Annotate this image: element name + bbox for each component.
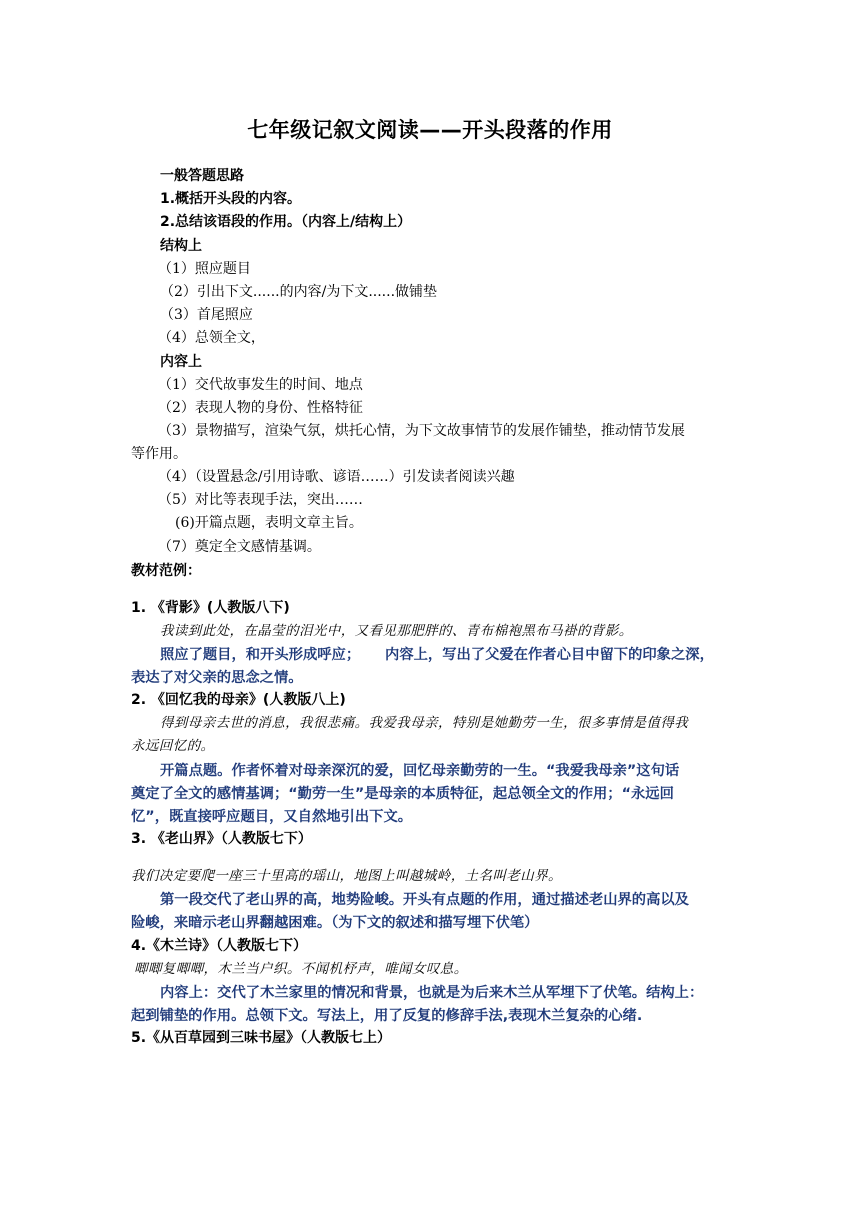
method-heading: 一般答题思路: [160, 168, 244, 184]
example-analysis: 险峻，来暗示老山界翻越困难。（为下文的叙述和描写埋下伏笔）: [131, 915, 539, 931]
examples-heading: 教材范例：: [131, 563, 201, 579]
example-analysis: 第一段交代了老山界的高，地势险峻。开头有点题的作用，通过描述老山界的高以及: [160, 892, 689, 908]
page-title: 七年级记叙文阅读——开头段落的作用: [247, 118, 613, 142]
example-analysis: 奠定了全文的感情基调；“勤劳一生”是母亲的本质特征，起总领全文的作用；“永远回: [131, 786, 674, 802]
method-step-2: 2.总结该语段的作用。（内容上/结构上）: [160, 214, 412, 230]
content-item: （2）表现人物的身份、性格特征: [158, 400, 363, 416]
content-item: （3）景物描写，渲染气氛，烘托心情，为下文故事情节的发展作铺垫，推动情节发展: [158, 423, 685, 439]
example-analysis: 起到铺垫的作用。总领下文。写法上，用了反复的修辞手法,表现木兰复杂的心绪.: [131, 1008, 643, 1024]
content-item: （5）对比等表现手法，突出……: [158, 492, 363, 508]
example-quote: 我们决定要爬一座三十里高的瑶山，地图上叫越城岭，土名叫老山界。: [131, 868, 562, 884]
example-heading: 1. 《背影》(人教版八下): [131, 600, 290, 616]
structure-item: （2）引出下文......的内容/为下文......做铺垫: [160, 284, 438, 300]
content-heading: 内容上: [160, 354, 202, 370]
example-analysis: 表达了对父亲的思念之情。: [131, 670, 303, 686]
content-item: (6)开篇点题，表明文章主旨。: [175, 515, 363, 531]
example-quote: 得到母亲去世的消息，我很悲痛。我爱我母亲，特别是她勤劳一生，很多事情是值得我: [160, 715, 689, 731]
example-heading: 3. 《老山界》（人教版七下）: [131, 831, 312, 847]
example-heading: 5.《从百草园到三味书屋》（人教版七上）: [131, 1030, 392, 1046]
example-analysis: 开篇点题。作者怀着对母亲深沉的爱，回忆母亲勤劳的一生。“我爱我母亲”这句话: [160, 763, 680, 779]
structure-item: （4）总领全文，: [158, 330, 265, 346]
content-item-continuation: 等作用。: [131, 446, 187, 462]
content-item: （4）（设置悬念/引用诗歌、谚语……）引发读者阅读兴趣: [158, 469, 515, 485]
example-analysis: 照应了题目，和开头形成呼应； 内容上，写出了父爱在作者心目中留下的印象之深，: [160, 647, 714, 663]
content-item: （7）奠定全文感情基调。: [158, 539, 321, 555]
structure-item: （1）照应题目: [158, 261, 251, 277]
example-quote: 我读到此处，在晶莹的泪光中，又看见那肥胖的、青布棉袍黑布马褂的背影。: [160, 623, 633, 639]
example-quote: 永远回忆的。: [131, 738, 215, 754]
content-item: （1）交代故事发生的时间、地点: [158, 377, 363, 393]
example-heading: 4.《木兰诗》（人教版七下）: [131, 938, 308, 954]
structure-item: （3）首尾照应: [160, 307, 253, 323]
structure-heading: 结构上: [160, 238, 202, 254]
example-heading: 2. 《回忆我的母亲》(人教版八上): [131, 692, 346, 708]
example-analysis: 内容上：交代了木兰家里的情况和背景，也就是为后来木兰从军埋下了伏笔。结构上：: [160, 985, 704, 1001]
example-analysis: 忆”，既直接呼应题目，又自然地引出下文。: [131, 809, 413, 825]
example-quote: 唧唧复唧唧，木兰当户织。不闻机杼声，唯闻女叹息。: [134, 961, 468, 977]
method-step-1: 1.概括开头段的内容。: [160, 191, 302, 207]
